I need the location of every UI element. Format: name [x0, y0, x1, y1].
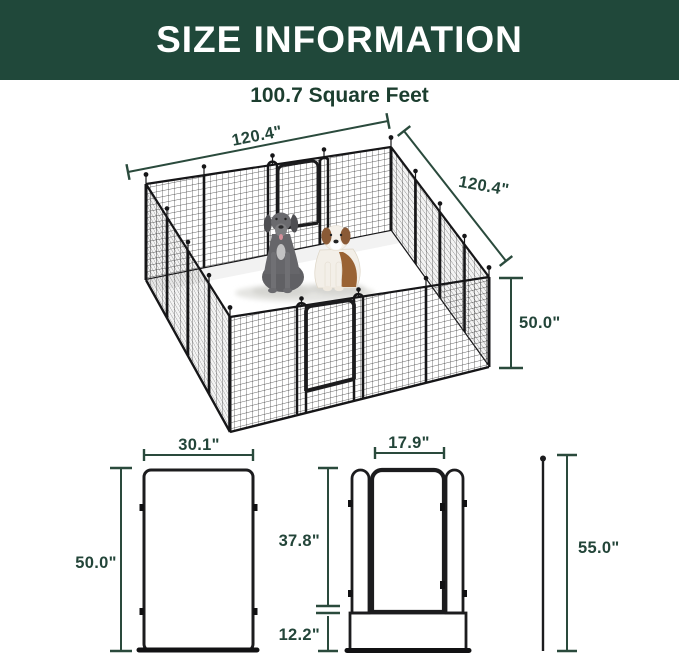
gate-door-width-label: 17.9" [388, 434, 430, 452]
gate-door-front-view [372, 470, 444, 612]
panel-connector-nubs [140, 504, 258, 615]
panel-height-label: 50.0" [75, 554, 117, 572]
panel-front-view [144, 470, 253, 651]
pen-width-label: 120.4" [230, 122, 284, 150]
stake-height-label: 55.0" [578, 539, 620, 557]
gate-bottom-strip [350, 613, 466, 651]
gate-panel-drawing [279, 434, 469, 651]
gate-right-column [446, 470, 463, 613]
pen-height-dimension [499, 278, 560, 368]
gate-bottom-height-label: 12.2" [278, 626, 320, 644]
area-subtitle: 100.7 Square Feet [250, 84, 429, 107]
panel-width-label: 30.1" [178, 436, 220, 454]
pen-depth-label: 120.4" [457, 172, 511, 200]
pen-height-label: 50.0" [519, 314, 561, 332]
page-title: SIZE INFORMATION [156, 19, 523, 60]
gate-left-column [352, 470, 369, 613]
gate-door-height-label: 37.8" [278, 532, 320, 550]
header-banner [0, 0, 679, 80]
panel-drawing [75, 436, 257, 651]
iso-playpen-illustration [144, 136, 491, 432]
ground-stake-drawing [540, 455, 619, 651]
gate-connector-nubs [348, 500, 467, 597]
